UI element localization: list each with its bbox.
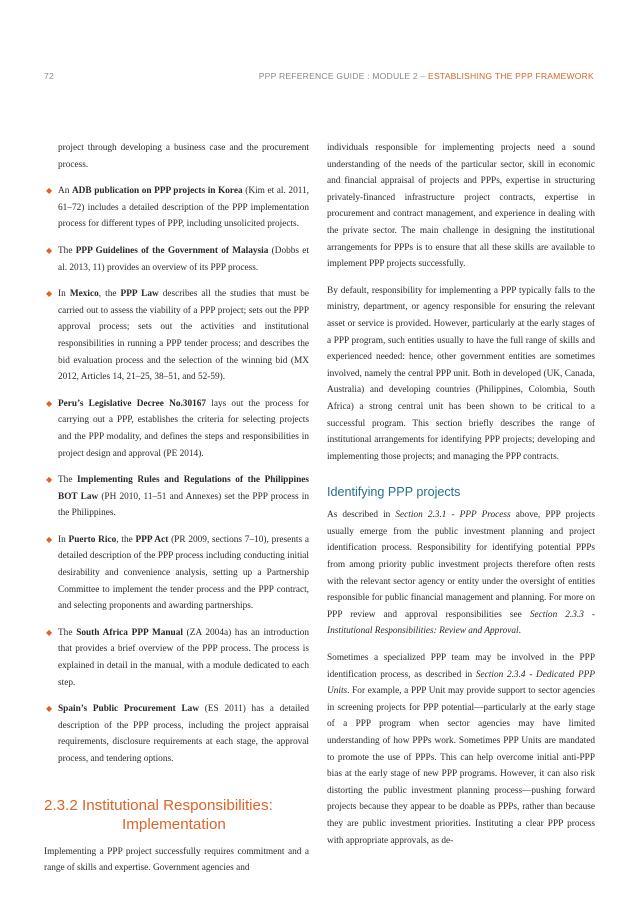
running-header-accent: ESTABLISHING THE PPP FRAMEWORK: [428, 71, 594, 81]
bullet-icon: ◆: [46, 475, 53, 485]
cross-reference-link[interactable]: Section 2.3.4 - Dedicated PPP Units: [327, 669, 595, 697]
bullet-icon: ◆: [46, 398, 53, 408]
paragraph-identifying: As described in Section 2.3.1 - PPP Process above, PPP projects usually emerge from the public investment planning and project identification process. Responsibility for identifying potential PPPs from among priority public investment projects therefore often rests with the relevant sector agency or entity under the oversight of entities responsible for public financial management and planning. For more on PPP review and approval responsibilities see Section 2.3.3 - Institutional Responsibilities: Review and Approval.: [327, 510, 596, 637]
bullet-icon: ◆: [46, 289, 53, 299]
list-item-spain: ◆ Spain’s Public Procurement Law (ES 2011) has a detailed description of the PPP process, including the project appraisal requirements, disclosure requirements at each stage, the approval process, and tendering options.: [44, 701, 309, 767]
left-column: [44, 140, 309, 877]
right-column: [327, 140, 595, 849]
list-item-mexico: ◆ In Mexico, the PPP Law describes all the studies that must be carried out to assess the viability of a PPP project; sets out the PPP approval process; sets out the activities and institutional responsibilities in running a PPP tender process; and describes the bid evaluation process and the selection of the winning bid (MX 2012, Articles 14, 21–25, 38–51, and 52-59).: [44, 286, 309, 386]
cross-reference-link[interactable]: Section 2.3.1 - PPP Process: [395, 510, 511, 521]
list-item-korea: ◆ An ADB publication on PPP projects in Korea (Kim et al. 2011, 61–72) includes a detailed description of the PPP implementation process for different types of PPP, including unsolicited projects.: [44, 183, 309, 233]
paragraph-skills: individuals responsible for implementing projects need a sound understanding of the needs of the particular sector, skill in economic and financial appraisal of projects and PPPs, expertise in structuring privately-financed infrastructure project contracts, expertise in procurement and contract management, and experience in dealing with the private sector. The main challenge in designing the institutional arrangements for PPPs is to ensure that all these skills are available to implement PPP projects successfully.: [327, 143, 595, 270]
list-item-puerto-rico: ◆ In Puerto Rico, the PPP Act (PR 2009, sections 7–10), presents a detailed description of the PPP process including conducting initial desirability and convenience analysis, setting up a Partnership Committee to implement the tender process and the PPP contract, and selecting proponents and awarding partnerships.: [44, 532, 309, 615]
running-header: [259, 71, 594, 81]
bullet-icon: ◆: [46, 186, 53, 196]
running-header-prefix: PPP REFERENCE GUIDE : MODULE 2 –: [258, 71, 426, 81]
intro-continuation: project through developing a business case and the procurement process.: [58, 143, 309, 170]
section-heading: 2.3.2 Institutional Responsibilities: Implementation: [44, 796, 273, 833]
list-item-south-africa: ◆ The South Africa PPP Manual (ZA 2004a) has an introduction that provides a brief overview of the PPP process. The process is explained in detail in the manual, with a module dedicated to each step.: [44, 625, 309, 691]
bullet-icon: ◆: [46, 704, 53, 714]
subheading-identifying-ppp-projects: Identifying PPP projects: [327, 485, 461, 500]
list-item-malaysia: ◆ The PPP Guidelines of the Government of Malaysia (Dobbs et al. 2013, 11) provides an overview of its PPP process.: [44, 243, 309, 276]
bullet-icon: ◆: [46, 627, 53, 637]
page-number: 72: [44, 71, 54, 81]
list-item-philippines: ◆ The Implementing Rules and Regulations of the Philippines BOT Law (PH 2010, 11–51 and Annexes) set the PPP process in the Philippines.: [44, 472, 309, 522]
list-item-peru: ◆ Peru’s Legislative Decree No.30167 lays out the process for carrying out a PPP, establishes the criteria for selecting projects and the PPP modality, and defines the steps and responsibilities in project design and approval (PE 2014).: [44, 396, 309, 462]
paragraph-ppp-units: Sometimes a specialized PPP team may be involved in the PPP identification process, as described in Section 2.3.4 - Dedicated PPP Units. For example, a PPP Unit may provide support to sector agencies in screening projects for PPP potential—particularly at the early stage of a PPP program when sector agencies may have limited understanding of how PPPs work. Sometimes PPP Units are mandated to promote the use of PPPs. This can help overcome initial anti-PPP bias at the early stage of new PPP programs. However, it can also risk distorting the public investment planning process—pushing forward projects because they appear to be doable as PPPs, rather than because they are public investment priorities. Instituting a clear PPP process with appropriate approvals, as de-: [327, 653, 595, 846]
section-intro-paragraph: Implementing a PPP project successfully requires commitment and a range of skills and expertise. Government agencies and: [44, 846, 309, 874]
cross-reference-link[interactable]: Section 2.3.3 - Institutional Responsibilities: Review and Approval: [327, 609, 596, 637]
bullet-icon: ◆: [46, 245, 53, 255]
paragraph-default-responsibility: By default, responsibility for implementing a PPP typically falls to the ministry, department, or agency responsible for ensuring the relevant asset or service is provided. However, particularly at the early stages of a PPP program, such entities usually to have the full range of skills and experienced needed: hence, other government entities are sometimes involved, namely the central PPP unit. Both in developed (UK, Canada, Australia) and developing countries (Philippines, Colombia, South Africa) a strong central unit has been shown to be critical to a successful program. This section briefly describes the range of institutional arrangements for identifying PPP projects; developing and implementing those projects; and managing the PPP contracts.: [327, 285, 595, 462]
bullet-icon: ◆: [46, 534, 53, 544]
